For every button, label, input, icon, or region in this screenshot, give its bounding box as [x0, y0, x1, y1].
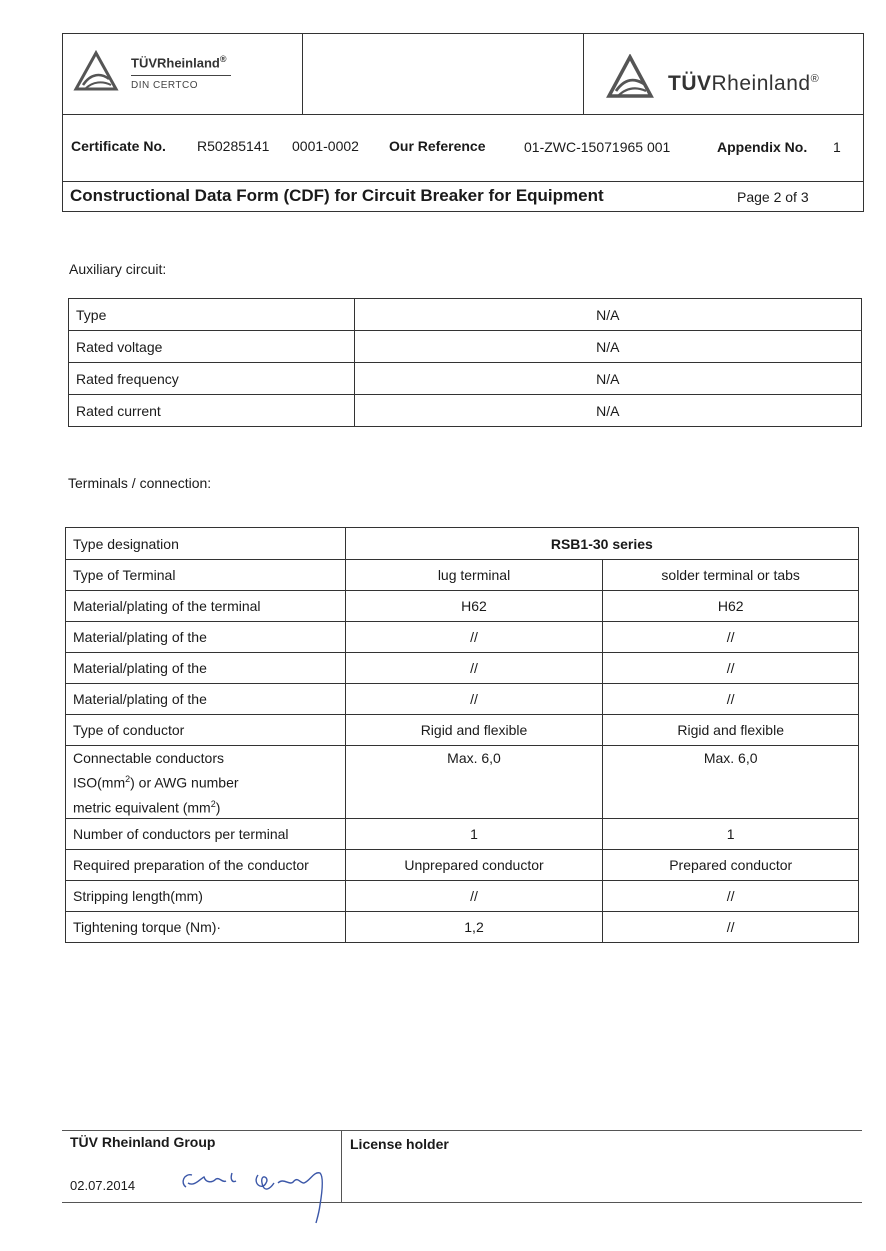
aux-value: N/A	[354, 299, 861, 331]
table-row	[66, 912, 859, 943]
terminal-value-a: 1,2	[345, 912, 603, 943]
terminal-value-b: 1	[603, 819, 859, 850]
table-row	[66, 684, 859, 715]
terminal-label: Material/plating of the terminal	[66, 591, 346, 622]
terminal-value-a: 1	[345, 819, 603, 850]
table-row	[66, 819, 859, 850]
table-row	[66, 528, 859, 560]
logo-big-brand: TÜVRheinland®	[668, 72, 820, 95]
footer-group-name: TÜV Rheinland Group	[70, 1134, 216, 1150]
terminal-value-a: //	[345, 881, 603, 912]
certificate-suffix: 0001-0002	[292, 138, 359, 154]
table-row	[69, 331, 862, 363]
aux-value: N/A	[354, 331, 861, 363]
terminal-value-a: Max. 6,0	[345, 746, 603, 819]
din-certco-logo	[63, 34, 303, 114]
terminal-label: Number of conductors per terminal	[66, 819, 346, 850]
terminal-label: Material/plating of the	[66, 653, 346, 684]
tuv-triangle-icon	[73, 49, 119, 95]
table-row	[66, 881, 859, 912]
aux-label: Type	[69, 299, 355, 331]
terminal-value-b: Max. 6,0	[603, 746, 859, 819]
terminal-value-a: //	[345, 684, 603, 715]
terminal-value-a: //	[345, 622, 603, 653]
terminal-value-b: Rigid and flexible	[603, 715, 859, 746]
appendix-label: Appendix No.	[717, 139, 808, 155]
type-designation-value: RSB1-30 series	[345, 528, 858, 560]
terminal-value-b: //	[603, 653, 859, 684]
certificate-number: R50285141	[197, 138, 270, 154]
tuv-triangle-large-icon	[606, 54, 654, 100]
table-row	[69, 299, 862, 331]
logo-small-brand: TÜVRheinland®	[131, 54, 227, 71]
table-row	[66, 560, 859, 591]
table-row	[66, 591, 859, 622]
terminal-label: Type of conductor	[66, 715, 346, 746]
table-row	[66, 746, 859, 819]
terminal-label: Required preparation of the conductor	[66, 850, 346, 881]
terminal-value-b: //	[603, 684, 859, 715]
license-holder-label: License holder	[350, 1136, 449, 1152]
logo-small-subtitle: DIN CERTCO	[131, 80, 199, 91]
aux-label: Rated frequency	[69, 363, 355, 395]
reference-label: Our Reference	[389, 138, 486, 154]
aux-label: Rated current	[69, 395, 355, 427]
aux-value: N/A	[354, 363, 861, 395]
footer-date: 02.07.2014	[70, 1178, 136, 1193]
terminal-label: Type designation	[66, 528, 346, 560]
terminal-value-b: solder terminal or tabs	[603, 560, 859, 591]
aux-value: N/A	[354, 395, 861, 427]
terminals-heading: Terminals / connection:	[68, 475, 212, 491]
aux-label: Rated voltage	[69, 331, 355, 363]
handwritten-signature	[174, 1153, 350, 1225]
auxiliary-heading: Auxiliary circuit:	[69, 261, 167, 277]
terminal-value-a: Rigid and flexible	[345, 715, 603, 746]
certificate-label: Certificate No.	[71, 138, 166, 154]
terminal-value-a: lug terminal	[345, 560, 603, 591]
terminal-value-b: //	[603, 622, 859, 653]
certificate-header	[62, 33, 864, 212]
terminal-value-b: Prepared conductor	[603, 850, 859, 881]
table-row	[69, 363, 862, 395]
terminal-value-a: //	[345, 653, 603, 684]
table-row	[69, 395, 862, 427]
table-row	[66, 715, 859, 746]
tuv-rheinland-logo	[583, 34, 864, 114]
terminal-value-a: H62	[345, 591, 603, 622]
form-title-row	[63, 182, 863, 211]
appendix-value: 1	[833, 139, 841, 155]
connectable-conductors-label: Connectable conductors $ISO(mm^2)$ or AWG number metric equivalent $(mm^2)$	[66, 746, 346, 819]
form-title: Constructional Data Form (CDF) for Circuit Breaker for Equipment	[70, 186, 604, 205]
table-row	[66, 850, 859, 881]
terminal-value-a: Unprepared conductor	[345, 850, 603, 881]
auxiliary-table	[68, 298, 862, 427]
page-indicator: Page 2 of 3	[737, 189, 809, 205]
terminal-value-b: H62	[603, 591, 859, 622]
terminal-value-b: //	[603, 912, 859, 943]
table-row	[66, 622, 859, 653]
signature-footer	[62, 1130, 862, 1203]
reference-value: 01-ZWC-15071965 001	[524, 139, 671, 155]
terminal-label: Type of Terminal	[66, 560, 346, 591]
terminals-table	[65, 527, 859, 943]
terminal-label: Material/plating of the	[66, 684, 346, 715]
terminal-label: Stripping length(mm)	[66, 881, 346, 912]
logo-row	[63, 34, 863, 115]
terminal-label: Tightening torque (Nm)·	[66, 912, 346, 943]
terminal-value-b: //	[603, 881, 859, 912]
reference-row	[63, 115, 863, 182]
table-row	[66, 653, 859, 684]
terminal-label: Material/plating of the	[66, 622, 346, 653]
